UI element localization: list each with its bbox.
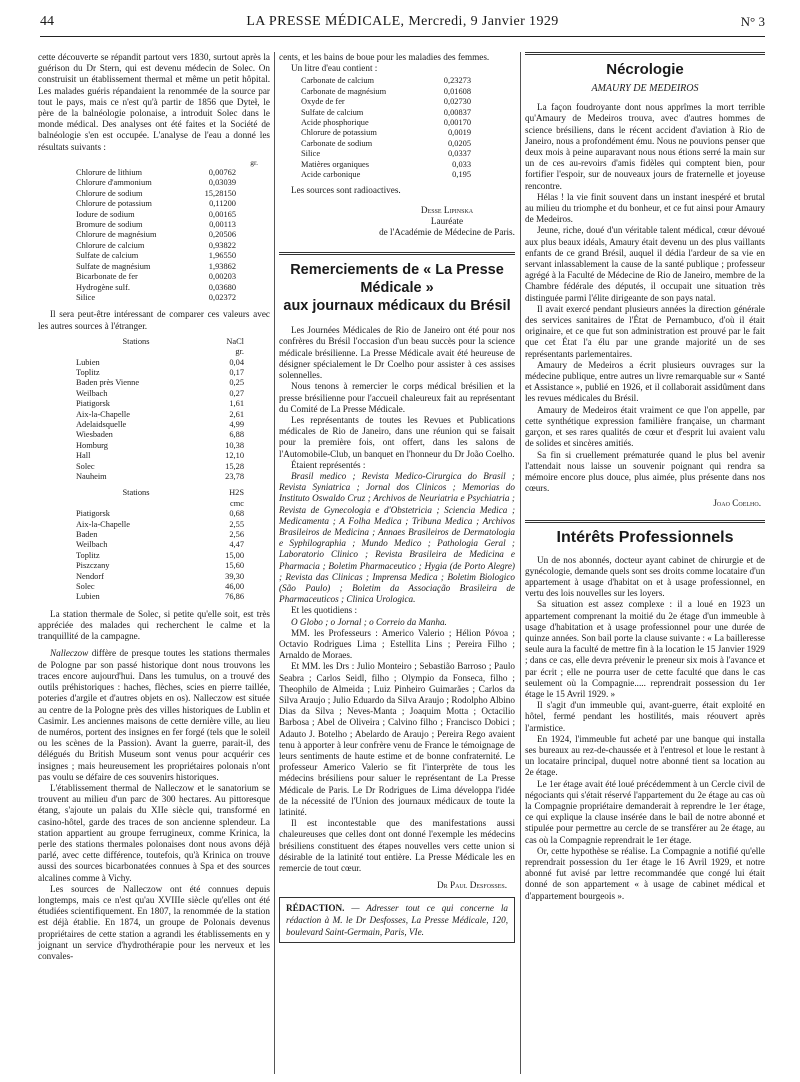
table2-head-nacl: NaCl	[226, 336, 244, 346]
row-label: Chlorure de sodium	[76, 188, 143, 198]
necro-para-7: Sa fin si cruellement prématurée quand le plus bel avenir l'attendait nous laisse un souvenir poignant qui rendra sa mémoire encore plus douce, plus aimée, plus présente dans nos cœurs.	[525, 449, 765, 494]
table2-unit: gr.	[235, 347, 244, 357]
table-row	[301, 108, 471, 118]
row-label: Lubien	[76, 357, 100, 367]
table-row	[76, 520, 244, 530]
rem-para-3: Les représentants de toutes les Revues et Publications médicales de Rio de Janeiro, dans une réunion qui se faisait pour la première fois, ont offert, dans les salons de l'Automobile-Club, un banquet en l'honneur du Dr João Coelho.	[279, 414, 515, 459]
rem-professeurs: MM. les Professeurs : Americo Valerio ; Hélion Póvoa ; Octavio Rodrigues Lima ; Estellita Lins ; Pereira Filho ; Arnaldo de Moraes.	[279, 627, 515, 661]
redaction-text: — Adresser tout ce qui concerne la rédaction à M. le Dr Desfosses, La Presse Médicale, 120, boulevard Saint-Germain, Paris, VIe.	[286, 903, 508, 938]
row-value: 0,00165	[208, 209, 236, 219]
row-value: 0,03039	[208, 178, 236, 188]
table-row	[301, 128, 471, 138]
row-value: 1,61	[229, 399, 244, 409]
section-divider	[279, 252, 515, 255]
row-value: 0,02372	[208, 292, 236, 302]
necro-para-4: Il avait exercé pendant plusieurs années la direction générale des services sanitaires de l'État de Pernambuco, d'où il était originaire, et ce que fut son administration est prouvé par le fait que cet État l'a élu par une grande majorité un de ses représentants parlementaires.	[525, 303, 765, 359]
table-row	[76, 272, 236, 282]
row-label: Piszczany	[76, 561, 110, 571]
row-value: 0,03680	[208, 282, 236, 292]
issue-number: N° 3	[740, 14, 765, 29]
necro-signature: Joao Coelho.	[713, 498, 761, 509]
table-row	[76, 399, 244, 409]
necrologie-rule	[525, 52, 765, 55]
necro-para-3: Jeune, riche, doué d'un véritable talent médical, cœur dévoué aux plus beaux idéals, Amaury était devenu un des plus vaillants enfants de ce grand Brésil, auquel il dédia l'ardeur de sa vie en servant inlassablement la cause de la santé publique ; professeur agrégé à la Faculté de Médecine de Rio de Janeiro, membre de la Chambre fédérale des députés, il occupait une situation très distinguée parmi l'élite dirigeante de son pays natal.	[525, 225, 765, 303]
table-row	[76, 251, 236, 261]
row-label: Hall	[76, 451, 91, 461]
row-label: Solec	[76, 582, 95, 592]
row-label: Baden	[76, 530, 98, 540]
row-label: Matières organiques	[301, 159, 369, 169]
row-label: Bicarbonate de fer	[76, 272, 138, 282]
necro-para-2: Hélas ! la vie finit souvent dans un instant inespéré et brutal au milieu du triomphe et du bonheur, et ce fut ainsi pour Amaury de Medeiros.	[525, 191, 765, 225]
row-label: Chlorure d'ammonium	[76, 178, 152, 188]
interets-title: Intérêts Professionnels	[556, 528, 734, 546]
row-label: Lubien	[76, 592, 100, 602]
col2-continuation: cents, et les bains de boue pour les maladies des femmes.	[279, 52, 490, 62]
row-value: 0,93822	[208, 240, 236, 250]
row-value: 46,00	[225, 582, 244, 592]
row-label: Wiesbaden	[76, 430, 113, 440]
table-row	[301, 97, 471, 107]
row-label: Acide phosphorique	[301, 118, 369, 128]
table3-head-stations: Stations	[122, 488, 150, 498]
row-value: 0,00837	[443, 107, 471, 117]
row-value: 4,47	[229, 540, 244, 550]
nacl-table-head	[76, 337, 244, 358]
radioactive-text: Les sources sont radioactives.	[291, 185, 401, 196]
litre-text: Un litre d'eau contient :	[291, 63, 378, 74]
row-value: 0,00203	[208, 272, 236, 282]
row-value: 0,11200	[209, 199, 236, 209]
row-label: Acide carbonique	[301, 170, 361, 180]
row-label: Aix-la-Chapelle	[76, 519, 130, 529]
row-value: 0,00113	[209, 220, 236, 230]
signature-title-2: de l'Académie de Médecine de Paris.	[379, 227, 515, 238]
table-row	[76, 168, 236, 178]
table-row	[301, 149, 471, 159]
table-row	[76, 540, 244, 550]
rem-doctors: Et MM. les Drs : Julio Monteiro ; Sebastião Barroso ; Paulo Seabra ; Carlos Seidl, filho ; Olympio da Fonseca, filho ; Theophilo de Almeida ; Luiz Pinheiro Guimarães ; Carlos da Silva Araujo ; Julio Eduardo da Silva Araujo ; Rodolpho Albino Dias da Silva ; Neves-Manta ; Joaquim Motta ; Octacilio Barbosa ; Abel de Oliveira ; Calvino filho ; Francisco Dobici ; Adauto J. Botelho ; Abelardo de Araujo ; Pereira Rego avaient tenu à apporter à leur confrère venu de France le témoignage de leurs sentiments de haute estime et de bonne confraternité. Le professeur Americo Valerio se fit l'interprète de tous les médecins brésiliens pour saluer le représentant de La Presse Médicale de Paris. Le Dr Rodrigues de Lima développa l'idée de la nécessité de l'Union des journaux médicaux de toute la latinité.	[279, 661, 515, 818]
table-row	[76, 230, 236, 240]
row-value: 0,0205	[447, 138, 471, 148]
row-value: 6,88	[229, 430, 244, 440]
table-row	[301, 76, 471, 86]
table-row	[76, 572, 244, 582]
table-row	[76, 262, 236, 272]
row-value: 0,02730	[443, 97, 471, 107]
remerciements-title-line-2: aux journaux médicaux du Brésil	[283, 298, 511, 315]
row-value: 76,86	[225, 592, 244, 602]
solec-text: La station thermale de Solec, si petite qu'elle soit, est très appréciée des malades qui recherchent le calme et la tranquillité de la campagne.	[38, 608, 270, 642]
row-value: 2,55	[229, 519, 244, 529]
nalleczow-analysis-table	[301, 76, 471, 180]
row-value: 1,96550	[208, 251, 236, 261]
nalleczow-para-2: L'établissement thermal de Nalleczow et le sanatorium se trouvent au milieu d'un parc de 300 hectares. Au pittoresque étang, s'ajoute un palais du XIIe siècle qui, transformé en casino-hôtel, garde des traces de son ancienne splendeur. La station appartient au groupe ferrugineux, comme Krinica, la perle des stations thermales polonaises dont nous avons déjà parlé, avec cette différence, toutefois, qu'à Krinica on trouve aussi des sources bicarbonatées connues à Spa et des sources alcalines comme à Vichy.	[38, 782, 270, 883]
table3-head-h2s: H2S	[229, 488, 244, 498]
page-header	[40, 6, 765, 37]
row-value: 0,68	[229, 509, 244, 519]
table-row	[76, 551, 244, 561]
row-value: 0,27	[229, 388, 244, 398]
row-label: Nendorf	[76, 571, 104, 581]
table1-unit: gr.	[250, 157, 258, 167]
table-row	[76, 441, 244, 451]
int-para-3: Il s'agit d'un immeuble qui, avant-guerre, était exploité en hôtel, fermé pendant les hostilités, mais réouvert après l'armistice.	[525, 700, 765, 733]
row-value: 0,0337	[447, 149, 471, 159]
table-row	[301, 118, 471, 128]
table-row	[76, 410, 244, 420]
row-label: Piatigorsk	[76, 509, 110, 519]
nalleczow-para-3: Les sources de Nalleczow ont été connues depuis longtemps, mais ce n'est qu'au XVIIIe siècle qu'elles ont été étudiées scientifiquement. En 1807, la renommée de la station est déjà établie. En 1874, un groupe de Polonais devenus propriétaires de cette station a agrandi les établissements en y joignant un service d'hydrothérapie pour les nerveux et les convales-	[38, 883, 270, 961]
redaction-box	[279, 897, 515, 943]
row-label: Adelaidsquelle	[76, 419, 127, 429]
int-para-1: Un de nos abonnés, docteur ayant cabinet de chirurgie et de gynécologie, demande quels sont ses droits comme locataire d'un appartement à usage d'habitat on et à usage professionnel, en vertu des lois nouvelles sur les loyers.	[525, 554, 765, 599]
running-title: LA PRESSE MÉDICALE, Mercredi, 9 Janvier 1929	[246, 14, 559, 29]
row-label: Toplitz	[76, 550, 100, 560]
column-2	[279, 52, 515, 943]
row-value: 15,00	[225, 550, 244, 560]
row-label: Oxyde de fer	[301, 97, 345, 107]
rem-etaient: Étaient représentés :	[291, 459, 366, 470]
daily-list: O Globo ; o Jornal ; o Correio da Manha.	[291, 616, 447, 627]
table-row	[76, 368, 244, 378]
nacl-table	[76, 358, 244, 483]
table-row	[76, 472, 244, 482]
redaction-label: RÉDACTION.	[286, 903, 345, 914]
table-row	[76, 178, 236, 188]
row-label: Carbonate de magnésium	[301, 86, 387, 96]
necro-para-1: La façon foudroyante dont nous apprîmes la mort terrible qu'Amaury de Medeiros trouva, avec d'autres hommes de science brésiliens, dans le récent accident d'aviation à Rio de Janeiro, nous a profondément ému. Nous ne pouvions penser que deux mois à peine auparavant nous nous étions serré la main sur un de ces au-revoirs d'amis fidèles qui comptent bien, pour fortifier l'espoir, sur de nouveaux jours de fraternelle et joyeuse rencontre.	[525, 102, 765, 191]
row-label: Baden près Vienne	[76, 378, 140, 388]
solec-analysis-table	[76, 168, 236, 303]
necro-para-6: Amaury de Medeiros était vraiment ce que l'on appelle, par cette synthétique expression familière française, un charmant garçon, et ses rares qualités de cœur et d'esprit lui avaient valu de solides et sincères amitiés.	[525, 404, 765, 449]
rem-quotidiens-lead: Et les quotidiens :	[291, 605, 358, 616]
row-value: 0,033	[452, 159, 471, 169]
h2s-table-head	[76, 488, 244, 509]
rem-para-2: Nous tenons à remercier le corps médical brésilien et la presse brésilienne pour l'accueil chaleureux fait au représentant du Comité de La Presse Médicale.	[279, 381, 515, 414]
table-row	[76, 358, 244, 368]
table-row	[301, 139, 471, 149]
row-label: Chlorure de potassium	[301, 128, 377, 138]
journal-list: Brasil medico ; Revista Medico-Cirurgica do Brasil ; Revista Syniatrica ; Jornal dos Clinicos ; Memorias do Instituto Oswaldo Cruz ; Archivos de Neuriatria e Psychiatria ; Revista de Gynecologia e d'Obstetricia ; Sciencia Medica ; Medicamenta ; A Folha Medica ; Tribuna Medica ; Archivos Brasileiros de Medicina ; Annaes Brasileiros de Dermatologia e Syphilographia ; Mundo Medico ; Pathologia Geral ; Laboratorio Clinico ; Revista Brasileira de Medicina e Pharmacia ; Boletim Pharmaceutico ; Hygia (de Porto Alegre) ; Revista das Clinicas ; Imprensa Medica ; Boletim Biologico (São Paulo) ; Boletim da Associação Brasileira de Pharmaceuticos ; Clinica Urologica.	[279, 470, 515, 605]
int-para-6: Or, cette hypothèse se réalise. La Compagnie a notifié qu'elle reprendrait possession du 1er étage le 16 Avril 1929, et notre abonné fut avisé par lettre recommandée que congé lui était donné de son appartement « à usage de cabinet médical et d'appartement bourgeois ».	[525, 845, 765, 901]
row-label: Chlorure de potassium	[76, 199, 152, 209]
row-value: 15,28150	[204, 188, 236, 198]
table-row	[76, 582, 244, 592]
table-row	[76, 561, 244, 571]
compare-text: Il sera peut-être intéressant de comparer ces valeurs avec les autres sources à l'étranger.	[38, 309, 270, 331]
row-value: 4,99	[229, 419, 244, 429]
solec-intro: cette découverte se répandit partout vers 1830, surtout après la guérison du Dr Stern, qui est devenu médecin de Solec. On construisit un établissement thermal et même un petit hôpital. Les malades guéris répandaient la renommée de la source par tout le pays, mais ce n'est qu'à partir de 1856 que Dyteł, le père de la balnéologie polonaise, a introduit Solec dans le monde médical. Des analyses ont été faites et la Société de balnéologie s'en est occupée. L'analyse de l'eau a donné les résultats suivants :	[38, 52, 270, 152]
page-number: 44	[40, 14, 54, 29]
row-label: Chlorure de calcium	[76, 240, 145, 250]
int-para-2: Sa situation est assez complexe : il a loué en 1923 un appartement comprenant la moitié du 2e étage d'un immeuble à usage d'habitation et à usage professionnel pour une durée de quinze années. Son bail porte la clause suivante : « La bailleresse seule aura la faculté de mettre fin à la location le 15 Janvier 1929 ; dans ce cas, elle devra prévenir le preneur six mois à l'avance et par écrit ; elle ne pourra user de cette faculté que dans le cas seulement où la Compagnie..... reprendrait possession du 1er étage le 15 Avril 1929. »	[525, 599, 765, 699]
row-value: 15,60	[225, 561, 244, 571]
table-row	[76, 283, 236, 293]
row-label: Bromure de sodium	[76, 220, 143, 230]
row-label: Weilbach	[76, 388, 108, 398]
column-rule	[520, 52, 521, 1074]
nalleczow-text-1: diffère de presque toutes les stations thermales de Pologne par son passé historique dont nous trouvons les traces encore aujourd'hui. Dans les tumulus, on a trouvé des outils préhistoriques : haches, flèches, scies en pierre taillée, poteries d'argile et d'autres objets en os). Nalleczow est située au centre de la Pologne près des villes historiques de Lublin et Casimir. Les anciennes maisons de cette dernière ville, au lieu de numéros, portent des insignes en fer forgé (tels que le soleil ou les scènes de la Passion). Avant la guerre, parait-il, des délégués du British Museum sont venus pour acquérir ces insignes ; mais heureusement les propriétaires polonais n'ont pas voulu se défaire de ces souvenirs historiques.	[38, 648, 270, 782]
row-value: 10,38	[225, 440, 244, 450]
table-row	[76, 509, 244, 519]
row-label: Silice	[76, 292, 96, 302]
table3-unit: cmc	[230, 498, 244, 508]
table-row	[76, 199, 236, 209]
table-row	[76, 592, 244, 602]
rem-quotidiens	[279, 617, 515, 628]
row-value: 23,78	[225, 472, 244, 481]
table2-head-stations: Stations	[122, 336, 150, 346]
row-label: Homburg	[76, 440, 108, 450]
row-value: 0,00170	[443, 118, 471, 128]
column-3	[525, 52, 765, 902]
table-row	[301, 87, 471, 97]
row-label: Nauheim	[76, 472, 107, 481]
row-label: Carbonate de sodium	[301, 138, 373, 148]
remerciements-title-line-1: Remerciements de « La Presse Médicale »	[290, 262, 504, 297]
rem-closing: Il est incontestable que des manifestations aussi chaleureuses que celles dont ont donné l'exemple les médecins brésiliens constituent des étapes nouvelles vers cette union si désirable de la latinité tout entière. La Presse Médicale les en remercie de tout cœur.	[279, 818, 515, 874]
remerciements-title	[279, 261, 515, 315]
table-row	[76, 462, 244, 472]
table-row	[76, 420, 244, 430]
table-row	[301, 170, 471, 180]
int-para-5: Le 1er étage avait été loué précédemment à un Cercle civil de négociants qui s'était réservé l'appartement du 2e étage au cas où la Compagnie propriétaire demanderait à reprendre le 1er étage, ce qui explique la clause insérée dans le bail de notre abonné et stipulée pour permettre au cercle de se transférer au 2e étage, au cas où la Compagnie reprendrait le 1er étage.	[525, 778, 765, 845]
row-label: Iodure de sodium	[76, 209, 135, 219]
row-value: 0,00762	[208, 168, 236, 178]
interets-rule	[525, 520, 765, 523]
nalleczow-lead: Nalleczow	[50, 648, 89, 659]
row-label: Chlorure de lithium	[76, 168, 143, 178]
table-row	[76, 530, 244, 540]
signature-name: Desse Lipinska	[420, 204, 474, 215]
row-value: 0,04	[229, 357, 244, 367]
table-row	[76, 210, 236, 220]
row-label: Chlorure de magnésium	[76, 230, 157, 240]
row-value: 0,17	[229, 367, 244, 377]
table-row	[301, 160, 471, 170]
int-para-4: En 1924, l'immeuble fut acheté par une banque qui installa ses bureaux au rez-de-chaussée et à l'entresol et loue le restant à un locataire principal, duquel notre abonné tient sa location au 2e étage.	[525, 733, 765, 778]
row-value: 0,0019	[447, 128, 471, 138]
row-value: 0,20506	[208, 230, 236, 240]
necrologie-title: Nécrologie	[606, 61, 684, 78]
row-label: Toplitz	[76, 367, 100, 377]
table-row	[76, 430, 244, 440]
table-row	[76, 189, 236, 199]
table-row	[76, 293, 236, 303]
row-label: Solec	[76, 461, 95, 471]
row-label: Sulfate de calcium	[301, 107, 364, 117]
row-label: Silice	[301, 149, 321, 159]
column-rule	[274, 52, 275, 1074]
row-value: 0,01608	[443, 86, 471, 96]
row-label: Sulfate de calcium	[76, 251, 139, 261]
row-label: Sulfate de magnésium	[76, 261, 151, 271]
necrologie-subtitle: AMAURY DE MEDEIROS	[591, 83, 699, 94]
column-1	[38, 52, 270, 962]
h2s-table	[76, 509, 244, 603]
rem-journals	[279, 471, 515, 605]
row-value: 0,23273	[443, 76, 471, 86]
row-value: 0,195	[452, 170, 471, 180]
signature-title-1: Lauréate	[430, 215, 464, 226]
necro-para-5: Amaury de Medeiros a écrit plusieurs ouvrages sur la médecine publique, entre autres un livre remarquable sur « Santé et Assistance », publié en 1926, et il collaborait assidûment dans les revues médicales du Brésil.	[525, 359, 765, 404]
row-value: 0,25	[229, 378, 244, 388]
row-value: 39,30	[225, 571, 244, 581]
rem-para-1: Les Journées Médicales de Rio de Janeiro ont été pour nos confrères du Brésil l'occasion d'un beau succès pour la science médicale brésilienne. La Presse Médicale avait été heureuse de désigner spécialement le Dr Coelho pour assister à ces assises solennelles.	[279, 325, 515, 381]
table-row	[76, 451, 244, 461]
row-label: Hydrogène sulf.	[76, 282, 130, 292]
row-value: 12,10	[225, 451, 244, 461]
table-row	[76, 241, 236, 251]
nalleczow-para-1	[38, 648, 270, 782]
rem-signature: Dr Paul Desfosses.	[437, 880, 507, 891]
table-row	[76, 389, 244, 399]
row-label: Carbonate de calcium	[301, 76, 375, 86]
row-label: Weilbach	[76, 540, 108, 550]
row-value: 2,56	[229, 530, 244, 540]
row-value: 15,28	[225, 461, 244, 471]
row-label: Piatigorsk	[76, 399, 110, 409]
row-label: Aix-la-Chapelle	[76, 409, 130, 419]
row-value: 1,93862	[208, 261, 236, 271]
table-row	[76, 220, 236, 230]
table-row	[76, 378, 244, 388]
row-value: 2,61	[229, 409, 244, 419]
